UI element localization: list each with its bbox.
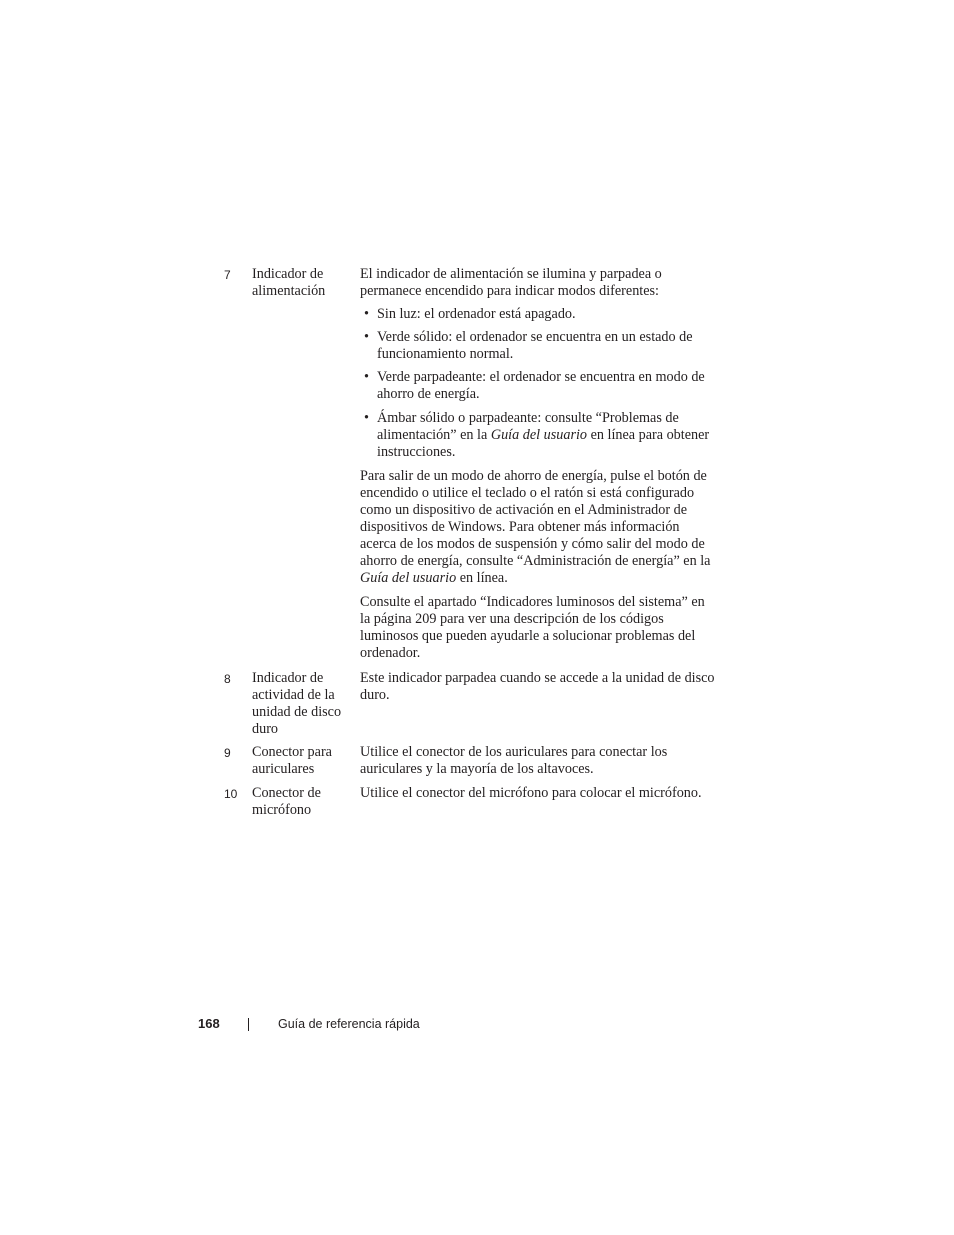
bullet-icon: • [364,409,369,426]
guide-reference: Guía del usuario [490,426,588,443]
list-item [360,306,716,323]
row-name: Conector para auriculares [252,744,332,778]
indicator-reference-paragraph: Consulte el apartado “Indicadores luminosos del sistema” en la página 209 para ver una descripción de los códigos luminosos que pueden ayudarle a solucionar problemas del ordenador. [360,594,705,662]
footer-divider [248,1018,249,1031]
list-item [360,410,716,461]
bullet-icon: • [364,305,369,322]
row-number: 10 [224,787,238,801]
power-save-paragraph [360,468,716,588]
row-description [360,266,716,663]
paragraph-text-before: Para salir de un modo de ahorro de energía, pulse el botón de encendido o utilice el teclado o el ratón si está configurado como un dispositivo de activación en el Administrador de dispositivos de Windows. Para obtener más información acerca de los modos de suspensión y cómo salir del modo de ahorro de energía, consulte “Administración de energía” en la [360,467,711,570]
bullet-text: Verde parpadeante: el ordenador se encuentra en modo de ahorro de energía. [377,369,705,403]
bullet-icon: • [364,328,369,345]
intro-paragraph: El indicador de alimentación se ilumina y parpadea o permanece encendido para indicar modos diferentes: [360,266,662,300]
list-item [360,329,716,363]
bullet-list [360,306,716,461]
bullet-icon: • [364,369,369,386]
row-name: Indicador de actividad de la unidad de disco duro [252,670,342,738]
bullet-text: Verde sólido: el ordenador se encuentra en un estado de funcionamiento normal. [377,328,693,362]
row-description: Utilice el conector de los auriculares para conectar los auriculares y la mayoría de los altavoces. [360,744,668,778]
row-description: Utilice el conector del micrófono para colocar el micrófono. [360,785,702,801]
bullet-text-before: Ámbar sólido o parpadeante: consulte “Problemas de alimentación” en la [377,409,679,443]
row-name: Indicador de alimentación [252,266,326,300]
bullet-text: Sin luz: el ordenador está apagado. [377,305,576,322]
guide-reference: Guía del usuario [360,570,457,587]
row-number: 9 [224,746,231,760]
list-item [360,369,716,403]
row-number: 7 [224,268,231,282]
page-number: 168 [198,1016,220,1031]
footer-title: Guía de referencia rápida [278,1017,420,1031]
paragraph-text-after: en línea. [456,570,508,587]
bullet-text-after: en línea para obtener instrucciones. [377,426,710,460]
row-name: Conector de micrófono [252,785,321,819]
row-description: Este indicador parpadea cuando se accede a la unidad de disco duro. [360,670,715,704]
row-number: 8 [224,672,231,686]
